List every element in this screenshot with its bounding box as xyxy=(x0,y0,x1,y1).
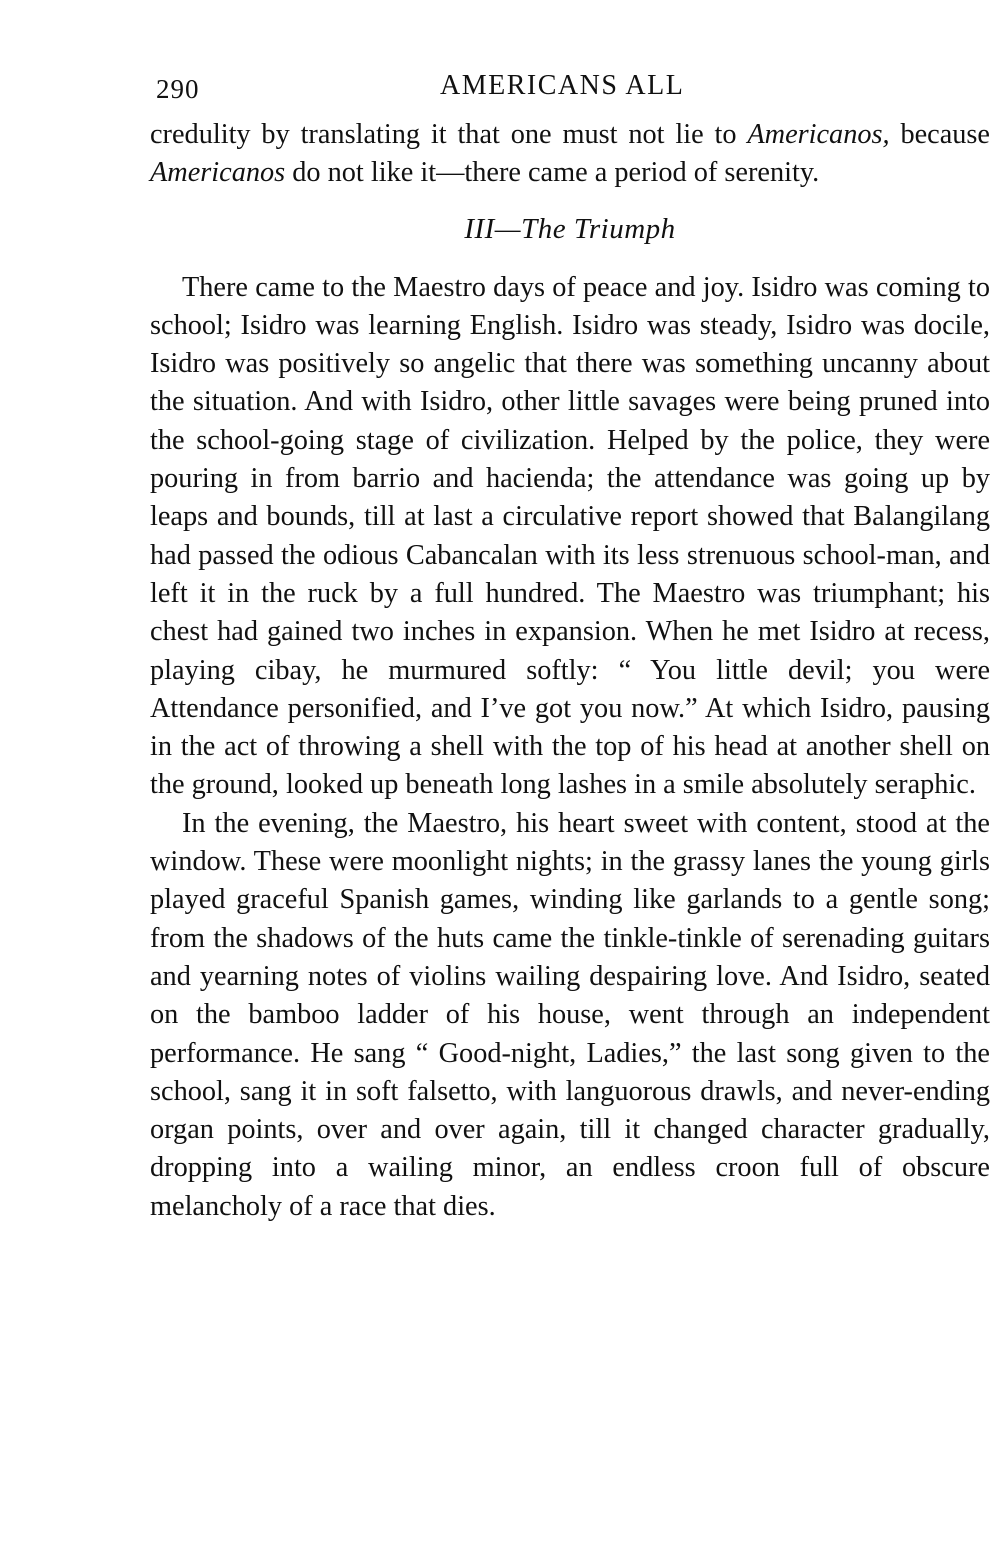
running-title: AMERICANS ALL xyxy=(440,70,685,101)
section-heading: III—The Triumph xyxy=(464,212,676,245)
running-head xyxy=(150,66,990,116)
paragraph-text: do not like it—there came a period of serenity. xyxy=(285,157,820,189)
paragraph-continuation xyxy=(150,116,990,193)
emphasis-text: Americanos xyxy=(150,157,286,189)
paragraph-evening: In the evening, the Maestro, his heart sweet with content, stood at the window. These were moonlight nights; in the grassy lanes the young girls played graceful Spanish games, winding like garlands to a gentle song; from the shadows of the huts came the tinkle-tinkle of serenading guitars and yearning notes of violins wailing despairing love. And Isidro, seated on the bamboo ladder of his house, went through an independent performance. He sang “ Good-night, Ladies,” the last song given to the school, sang it in soft falsetto, with languorous drawls, and never-ending organ points, over and over again, till it changed character gradually, dropping into a wailing minor, an endless croon full of obscure melancholy of a race that dies. xyxy=(150,807,990,1222)
paragraph-triumph: There came to the Maestro days of peace and joy. Isidro was coming to school; Isidro was learning English. Isidro was steady, Isidro was docile, Isidro was positively so angelic that there was something uncanny about the situation. And with Isidro, other little savages were being pruned into the school-going stage of civilization. Helped by the police, they were pouring in from barrio and hacienda; the attendance was going up by leaps and bounds, till at last a circulative report showed that Balangilang had passed the odious Cabancalan with its less strenuous school-man, and left it in the ruck by a full hundred. The Maestro was triumphant; his chest had gained two inches in expansion. When he met Isidro at recess, playing cibay, he murmured softly: “ You little devil; you were Attendance personified, and I’ve got you now.” At which Isidro, pausing in the act of throwing a shell with the top of his head at another shell on the ground, looked up beneath long lashes in a smile absolutely seraphic. xyxy=(150,271,990,801)
page-number: 290 xyxy=(156,74,200,104)
emphasis-text: Americanos, xyxy=(747,119,890,150)
book-page xyxy=(150,66,990,1486)
paragraph-text: because xyxy=(889,119,990,150)
paragraph-text: credulity by translating it that one must not lie to xyxy=(150,119,748,150)
